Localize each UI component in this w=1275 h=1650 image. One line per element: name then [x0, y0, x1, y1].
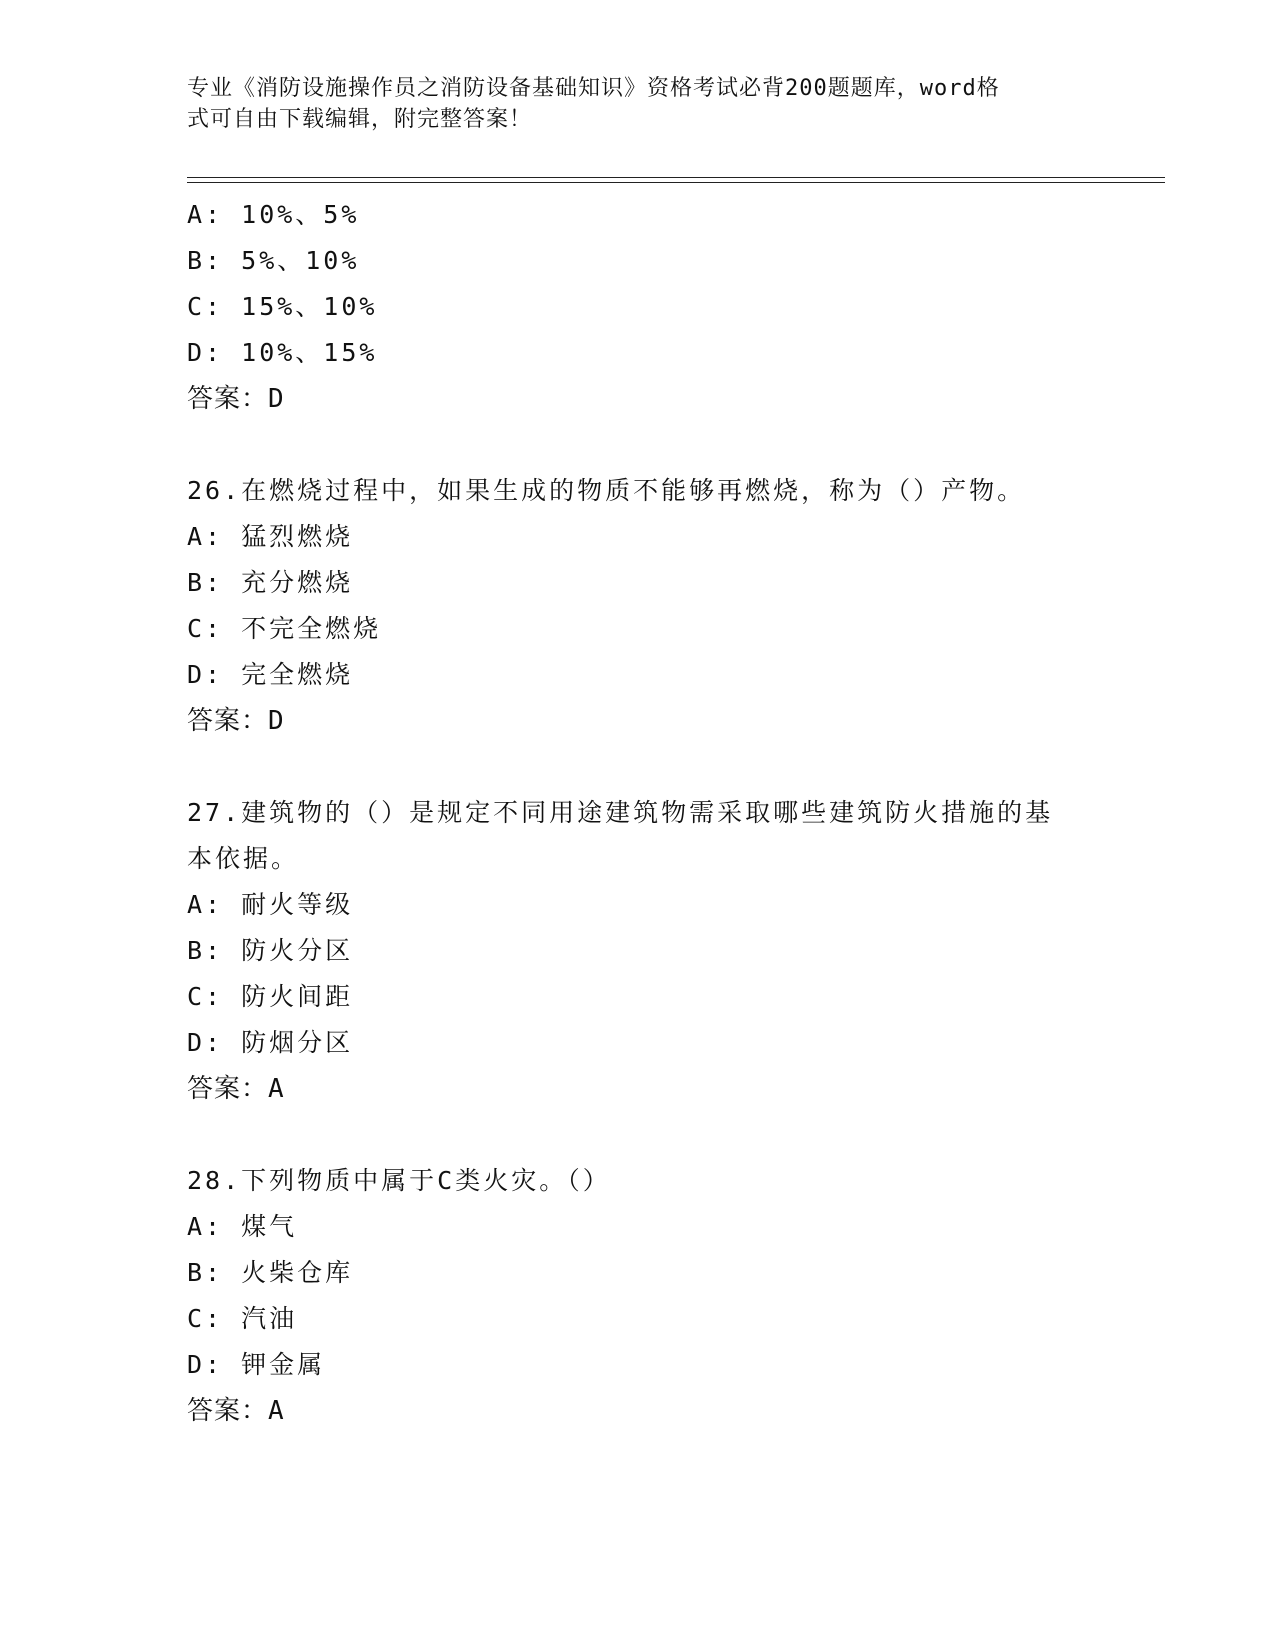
q28-option-d: D: 钾金属	[187, 1350, 326, 1379]
q27-option-c: C: 防火间距	[187, 982, 354, 1011]
q26-option-a: A: 猛烈燃烧	[187, 522, 354, 551]
question-26-block	[187, 468, 1087, 744]
q26-answer: 答案：D	[187, 706, 285, 736]
q25-option-b: B: 5%、10%	[187, 246, 360, 275]
q25-option-c: C: 15%、10%	[187, 292, 378, 321]
q28-option-b: B: 火柴仓库	[187, 1258, 354, 1287]
spacer	[187, 422, 1087, 468]
q27-question-text-line-2: 本依据。	[187, 844, 300, 873]
header-title-line-1: 专业《消防设施操作员之消防设备基础知识》资格考试必背200题题库，word格	[187, 76, 1000, 101]
q26-option-d: D: 完全燃烧	[187, 660, 354, 689]
header-divider-bottom	[187, 182, 1165, 183]
q28-option-a: A: 煤气	[187, 1212, 298, 1241]
q27-question-text-line-1: 27.建筑物的（）是规定不同用途建筑物需采取哪些建筑防火措施的基	[187, 798, 1054, 827]
q26-option-b: B: 充分燃烧	[187, 568, 354, 597]
q26-option-c: C: 不完全燃烧	[187, 614, 382, 643]
question-25-block	[187, 192, 1087, 422]
header-divider-top	[187, 177, 1165, 178]
spacer	[187, 744, 1087, 790]
q25-answer: 答案：D	[187, 384, 285, 414]
header-title-line-2: 式可自由下载编辑，附完整答案！	[187, 107, 533, 132]
q28-question-text: 28.下列物质中属于C类火灾。（）	[187, 1166, 611, 1195]
q26-question-text: 26.在燃烧过程中，如果生成的物质不能够再燃烧，称为（）产物。	[187, 476, 1026, 505]
question-27-block	[187, 790, 1087, 1112]
q25-option-a: A: 10%、5%	[187, 200, 360, 229]
q25-option-d: D: 10%、15%	[187, 338, 378, 367]
q28-answer: 答案：A	[187, 1396, 285, 1426]
q27-option-a: A: 耐火等级	[187, 890, 354, 919]
spacer	[187, 1112, 1087, 1158]
document-header	[187, 73, 1067, 135]
question-list	[187, 192, 1087, 1434]
q27-option-d: D: 防烟分区	[187, 1028, 354, 1057]
q27-option-b: B: 防火分区	[187, 936, 354, 965]
q27-answer: 答案：A	[187, 1074, 285, 1104]
question-28-block	[187, 1158, 1087, 1434]
q28-option-c: C: 汽油	[187, 1304, 298, 1333]
